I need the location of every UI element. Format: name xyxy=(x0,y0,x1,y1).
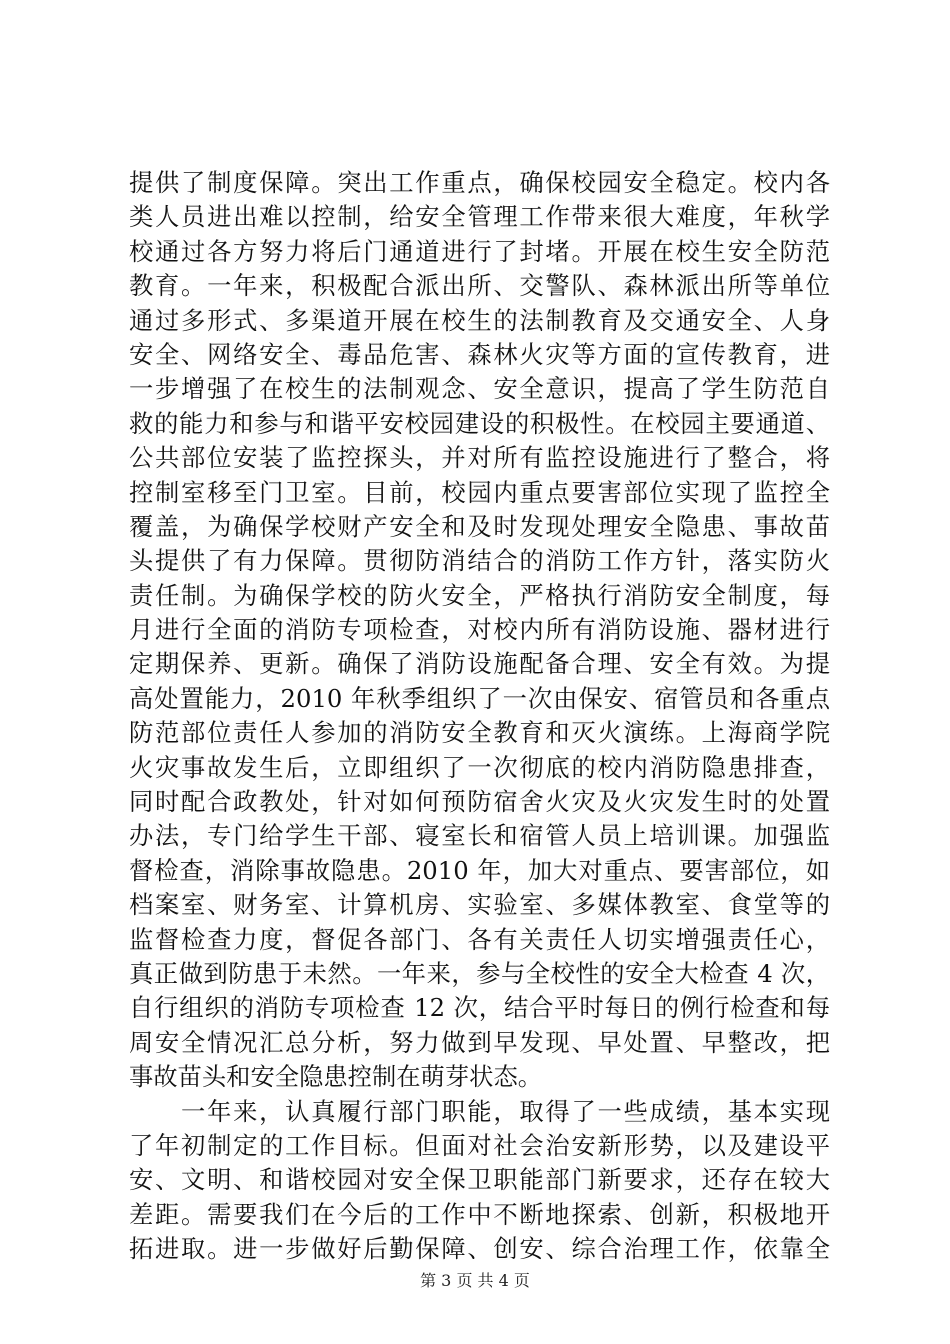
page-footer: 第 3 页 共 4 页 xyxy=(420,1271,530,1290)
body-line: 一年来，认真履行部门职能，取得了一些成绩，基本实现 xyxy=(129,1096,830,1126)
body-line: 类人员进出难以控制，给安全管理工作带来很大难度，年秋学 xyxy=(129,202,830,232)
body-line: 覆盖，为确保学校财产安全和及时发现处理安全隐患、事故苗 xyxy=(129,511,830,541)
body-line: 一步增强了在校生的法制观念、安全意识，提高了学生防范自 xyxy=(129,374,830,404)
body-line: 档案室、财务室、计算机房、实验室、多媒体教室、食堂等的 xyxy=(129,890,830,920)
body-line: 火灾事故发生后，立即组织了一次彻底的校内消防隐患排查， xyxy=(129,752,830,782)
body-line: 定期保养、更新。确保了消防设施配备合理、安全有效。为提 xyxy=(129,649,830,679)
body-line: 高处置能力，2010 年秋季组织了一次由保安、宿管员和各重点 xyxy=(129,683,830,713)
body-line: 教育。一年来，积极配合派出所、交警队、森林派出所等单位 xyxy=(129,271,830,301)
body-line: 防范部位责任人参加的消防安全教育和灭火演练。上海商学院 xyxy=(129,718,830,748)
body-line: 头提供了有力保障。贯彻防消结合的消防工作方针，落实防火 xyxy=(129,546,830,576)
body-line: 督检查，消除事故隐患。2010 年，加大对重点、要害部位，如 xyxy=(129,855,830,885)
body-line: 拓进取。进一步做好后勤保障、创安、综合治理工作，依靠全 xyxy=(129,1234,830,1264)
body-line: 了年初制定的工作目标。但面对社会治安新形势，以及建设平 xyxy=(129,1130,830,1160)
body-line: 安、文明、和谐校园对安全保卫职能部门新要求，还存在较大 xyxy=(129,1165,830,1195)
body-line: 责任制。为确保学校的防火安全，严格执行消防安全制度，每 xyxy=(129,580,830,610)
body-line: 通过多形式、多渠道开展在校生的法制教育及交通安全、人身 xyxy=(129,305,830,335)
body-line: 事故苗头和安全隐患控制在萌芽状态。 xyxy=(129,1062,543,1092)
body-line: 真正做到防患于未然。一年来，参与全校性的安全大检查 4 次， xyxy=(129,958,830,988)
body-line: 差距。需要我们在今后的工作中不断地探索、创新，积极地开 xyxy=(129,1199,830,1229)
body-line: 救的能力和参与和谐平安校园建设的积极性。在校园主要通道、 xyxy=(129,408,830,438)
body-line: 监督检查力度，督促各部门、各有关责任人切实增强责任心， xyxy=(129,924,830,954)
body-line: 自行组织的消防专项检查 12 次，结合平时每日的例行检查和每 xyxy=(129,993,830,1023)
body-line: 控制室移至门卫室。目前，校园内重点要害部位实现了监控全 xyxy=(129,477,830,507)
body-line: 安全、网络安全、毒品危害、森林火灾等方面的宣传教育，进 xyxy=(129,339,830,369)
body-line: 同时配合政教处，针对如何预防宿舍火灾及火灾发生时的处置 xyxy=(129,787,830,817)
body-line: 办法，专门给学生干部、寝室长和宿管人员上培训课。加强监 xyxy=(129,821,830,851)
body-line: 月进行全面的消防专项检查，对校内所有消防设施、器材进行 xyxy=(129,615,830,645)
body-line: 提供了制度保障。突出工作重点，确保校园安全稳定。校内各 xyxy=(129,168,830,197)
body-line: 校通过各方努力将后门通道进行了封堵。开展在校生安全防范 xyxy=(129,236,830,266)
body-line: 公共部位安装了监控探头，并对所有监控设施进行了整合，将 xyxy=(129,443,830,473)
body-text xyxy=(129,166,830,1267)
body-line: 周安全情况汇总分析，努力做到早发现、早处置、早整改，把 xyxy=(129,1027,830,1057)
